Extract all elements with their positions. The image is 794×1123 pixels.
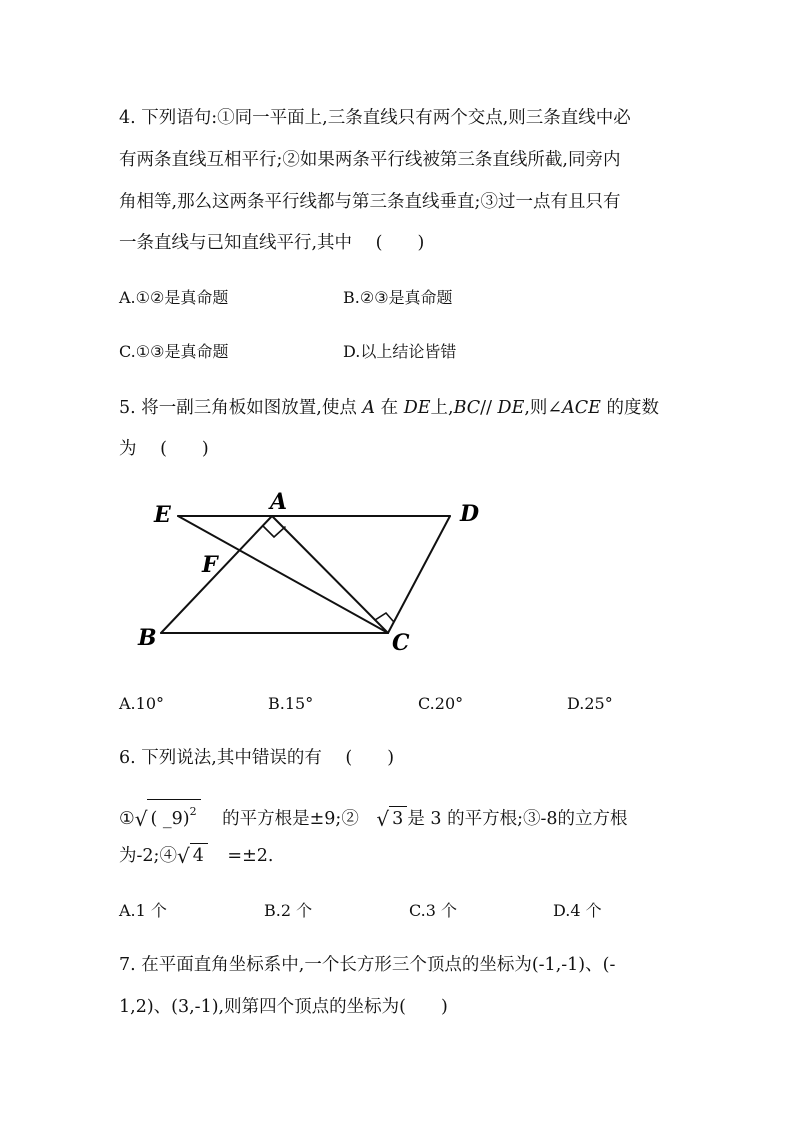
q7-line-1: 7. 在平面直角坐标系中,一个长方形三个顶点的坐标为(-1,-1)、(- <box>119 955 616 975</box>
q5-text-pre: 5. 将一副三角板如图放置,使点 <box>119 398 357 418</box>
q4-line-3: 角相等,那么这两条平行线都与第三条直线垂直;③过一点有且只有 <box>119 192 621 212</box>
q7-line-2: 1,2)、(3,-1),则第四个顶点的坐标为( ) <box>119 997 448 1017</box>
q6-answer-paren: ( ) <box>345 748 395 768</box>
label-f: F <box>202 552 218 578</box>
right-angle-mark-c <box>375 613 393 621</box>
q4-line-4 <box>119 231 424 255</box>
label-d: D <box>460 501 480 527</box>
q6-radicand-1: ( _9) <box>150 809 190 829</box>
q4-option-c: C.①③是真命题 <box>119 342 229 361</box>
q4-stem-end: 一条直线与已知直线平行,其中 <box>119 233 353 253</box>
q5-segment-bc: BC <box>453 398 481 418</box>
q5-text-mid2: 上, <box>430 398 454 418</box>
q5-line-2 <box>119 437 209 461</box>
q6-option-c: C.3 个 <box>409 901 458 920</box>
q4-line-1: 4. 下列语句:①同一平面上,三条直线只有两个交点,则三条直线中必 <box>119 108 631 128</box>
q5-option-b: B.15° <box>268 694 314 713</box>
segment-ac <box>272 516 388 633</box>
q6-line-3 <box>119 843 273 868</box>
q6-exponent: 2 <box>189 805 197 818</box>
q5-segment-de: DE <box>403 398 431 418</box>
q6-item1-rest: 的平方根是±9;② <box>222 809 359 829</box>
q5-parallel-sign: // <box>480 398 492 418</box>
q4-option-b: B.②③是真命题 <box>343 288 453 307</box>
q6-sqrt-2 <box>376 806 407 831</box>
segment-cd <box>388 516 450 633</box>
q6-item2-rest: 是 3 的平方根;③-8的立方根 <box>407 809 628 829</box>
sqrt-icon: √ <box>376 807 390 831</box>
label-a: A <box>270 490 288 515</box>
q4-answer-paren: ( ) <box>375 233 425 253</box>
q4-option-a: A.①②是真命题 <box>119 288 229 307</box>
q5-option-d: D.25° <box>567 694 613 713</box>
q6-radicand-2: 3 <box>389 806 407 831</box>
q5-answer-paren: ( ) <box>160 439 209 459</box>
q5-line-1 <box>119 396 659 420</box>
q4-line-2: 有两条直线互相平行;②如果两条平行线被第三条直线所截,同旁内 <box>119 150 621 170</box>
q6-item4-rest: =±2. <box>227 846 274 866</box>
q5-segment-de-2: DE <box>497 398 525 418</box>
q6-stem: 6. 下列说法,其中错误的有 <box>119 748 322 768</box>
right-angle-mark-a <box>263 526 285 537</box>
label-e: E <box>154 502 171 528</box>
q6-line-2 <box>119 799 628 831</box>
q6-item3-pre: 为-2;④ <box>119 846 177 866</box>
q5-point-a: A <box>362 398 376 418</box>
q5-text-mid3: ,则∠ <box>524 398 563 418</box>
q5-text-wei: 为 <box>119 439 137 459</box>
triangle-set-figure <box>130 490 510 660</box>
q6-item1-mark: ① <box>119 809 135 829</box>
sqrt-icon: √ <box>134 807 148 831</box>
label-b: B <box>138 625 157 651</box>
q6-sqrt-1-radicand <box>147 799 200 831</box>
q5-text-mid1: 在 <box>380 398 399 418</box>
q6-option-d: D.4 个 <box>553 901 602 920</box>
q5-text-post: 的度数 <box>606 398 659 418</box>
label-c: C <box>392 630 410 656</box>
q5-angle-ace: ACE <box>562 398 601 418</box>
q6-line-1 <box>119 746 394 770</box>
q6-option-b: B.2 个 <box>264 901 313 920</box>
q5-option-c: C.20° <box>418 694 464 713</box>
q6-sqrt-1 <box>135 799 201 831</box>
q5-option-a: A.10° <box>119 694 164 713</box>
q6-radicand-4: 4 <box>190 843 208 868</box>
q6-option-a: A.1 个 <box>119 901 167 920</box>
q4-option-d: D.以上结论皆错 <box>343 342 457 361</box>
sqrt-icon: √ <box>176 844 190 868</box>
q6-sqrt-4 <box>177 843 208 868</box>
